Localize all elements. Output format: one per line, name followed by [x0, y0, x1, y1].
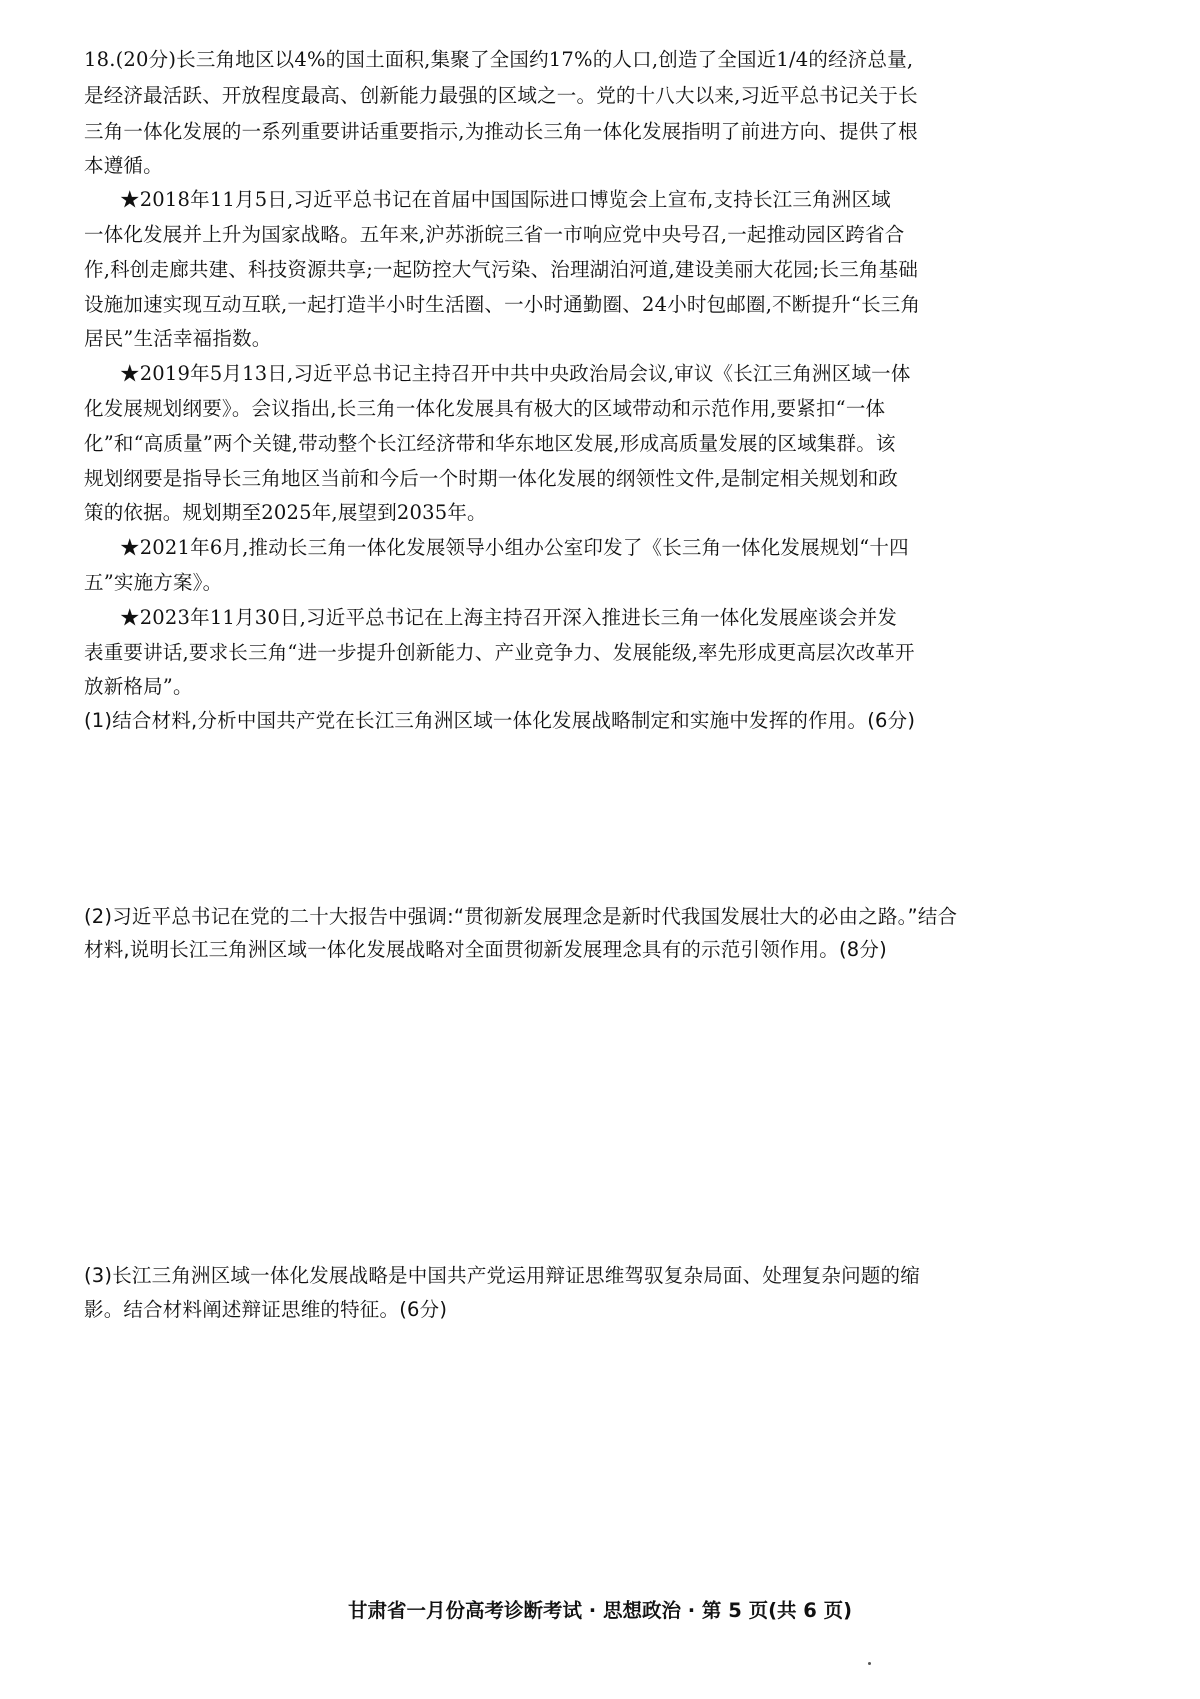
material-line: ★2023年11月30日,习近平总书记在上海主持召开深入推进长三角一体化发展座谈会并发: [120, 606, 898, 629]
material-line: 设施加速实现互动互联,一起打造半小时生活圈、一小时通勤圈、24小时包邮圈,不断提升“长三角: [84, 293, 921, 316]
material-line: ★2021年6月,推动长三角一体化发展领导小组办公室印发了《长三角一体化发展规划“十四: [120, 536, 909, 559]
answer-space-3[interactable]: [84, 1332, 1114, 1582]
sub-question-line: (2)习近平总书记在党的二十大报告中强调:“贯彻新发展理念是新时代我国发展壮大的必由之路。”结合: [84, 905, 958, 928]
material-line: 表重要讲话,要求长三角“进一步提升创新能力、产业竞争力、发展能级,率先形成更高层次改革开: [84, 641, 915, 664]
answer-space-1[interactable]: [84, 742, 1114, 892]
intro-line: 18.(20分)长三角地区以4%的国土面积,集聚了全国约17%的人口,创造了全国近1/4的经济总量,: [84, 48, 914, 71]
material-line: 一体化发展并上升为国家战略。五年来,沪苏浙皖三省一市响应党中央号召,一起推动园区跨省合: [84, 223, 905, 246]
material-line: ★2018年11月5日,习近平总书记在首届中国国际进口博览会上宣布,支持长江三角洲区域: [120, 188, 891, 211]
intro-line: 三角一体化发展的一系列重要讲话重要指示,为推动长三角一体化发展指明了前进方向、提供了根: [84, 120, 918, 143]
material-line: 放新格局”。: [84, 675, 193, 698]
page-footer: 甘肃省一月份高考诊断考试 · 思想政治 · 第 5 页(共 6 页): [347, 1599, 853, 1622]
material-line: 居民”生活幸福指数。: [84, 327, 272, 350]
answer-space-2[interactable]: [84, 972, 1114, 1252]
scan-speck: [868, 1662, 871, 1665]
sub-question-line: (1)结合材料,分析中国共产党在长江三角洲区域一体化发展战略制定和实施中发挥的作用。(6分): [84, 709, 916, 732]
sub-question-line: 材料,说明长江三角洲区域一体化发展战略对全面贯彻新发展理念具有的示范引领作用。(8分): [84, 938, 887, 961]
intro-line: 是经济最活跃、开放程度最高、创新能力最强的区域之一。党的十八大以来,习近平总书记关于长: [84, 84, 918, 107]
material-line: 策的依据。规划期至2025年,展望到2035年。: [84, 501, 487, 524]
sub-question-line: 影。结合材料阐述辩证思维的特征。(6分): [84, 1298, 448, 1321]
material-line: ★2019年5月13日,习近平总书记主持召开中共中央政治局会议,审议《长江三角洲区域一体: [120, 362, 911, 385]
sub-question-line: (3)长江三角洲区域一体化发展战略是中国共产党运用辩证思维驾驭复杂局面、处理复杂问题的缩: [84, 1264, 920, 1287]
material-line: 化”和“高质量”两个关键,带动整个长江经济带和华东地区发展,形成高质量发展的区域集群。该: [84, 432, 896, 455]
intro-line: 本遵循。: [84, 154, 163, 177]
material-line: 规划纲要是指导长三角地区当前和今后一个时期一体化发展的纲领性文件,是制定相关规划和政: [84, 467, 899, 490]
material-line: 五”实施方案》。: [84, 571, 223, 594]
material-line: 化发展规划纲要》。会议指出,长三角一体化发展具有极大的区域带动和示范作用,要紧扣“一体: [84, 397, 886, 420]
material-line: 作,科创走廊共建、科技资源共享;一起防控大气污染、治理湖泊河道,建设美丽大花园;长三角基础: [84, 258, 919, 281]
